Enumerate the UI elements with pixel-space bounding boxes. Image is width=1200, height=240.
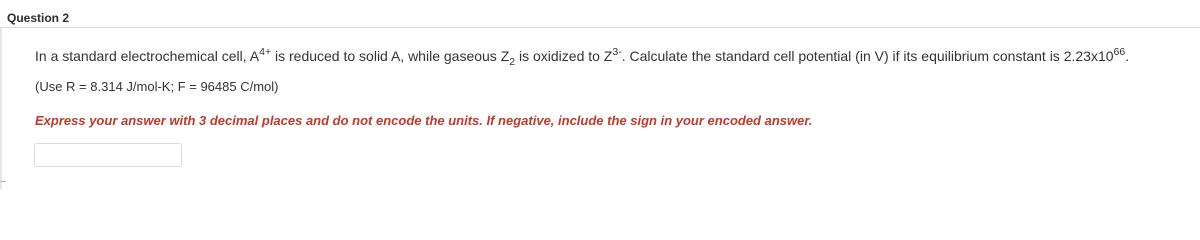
question-header	[0, 0, 1200, 28]
left-divider-tick	[0, 181, 6, 182]
stem-subscript-z: 2	[509, 56, 516, 68]
given-constants: (Use R = 8.314 J/mol-K; F = 96485 C/mol)	[35, 79, 279, 94]
stem-text-1: In a standard electrochemical cell, A	[35, 48, 260, 64]
stem-text-3: is oxidized to Z	[515, 48, 613, 64]
answer-instruction: Express your answer with 3 decimal places and do not encode the units. If negative, include the sign in your encoded answer.	[35, 113, 813, 128]
left-divider	[0, 28, 2, 189]
stem-text-2: is reduced to solid A, while gaseous Z	[271, 48, 510, 64]
question-title: Question 2	[7, 11, 70, 25]
stem-exponent: 66	[1113, 46, 1126, 58]
stem-charge-z: 3-	[612, 46, 622, 58]
answer-input[interactable]	[34, 143, 182, 167]
stem-text-5: .	[1125, 48, 1130, 64]
question-stem	[35, 45, 1129, 67]
stem-text-4: . Calculate the standard cell potential (in V) if its equilibrium constant is 2.23x10	[621, 48, 1114, 64]
stem-charge-a: 4+	[259, 46, 272, 58]
